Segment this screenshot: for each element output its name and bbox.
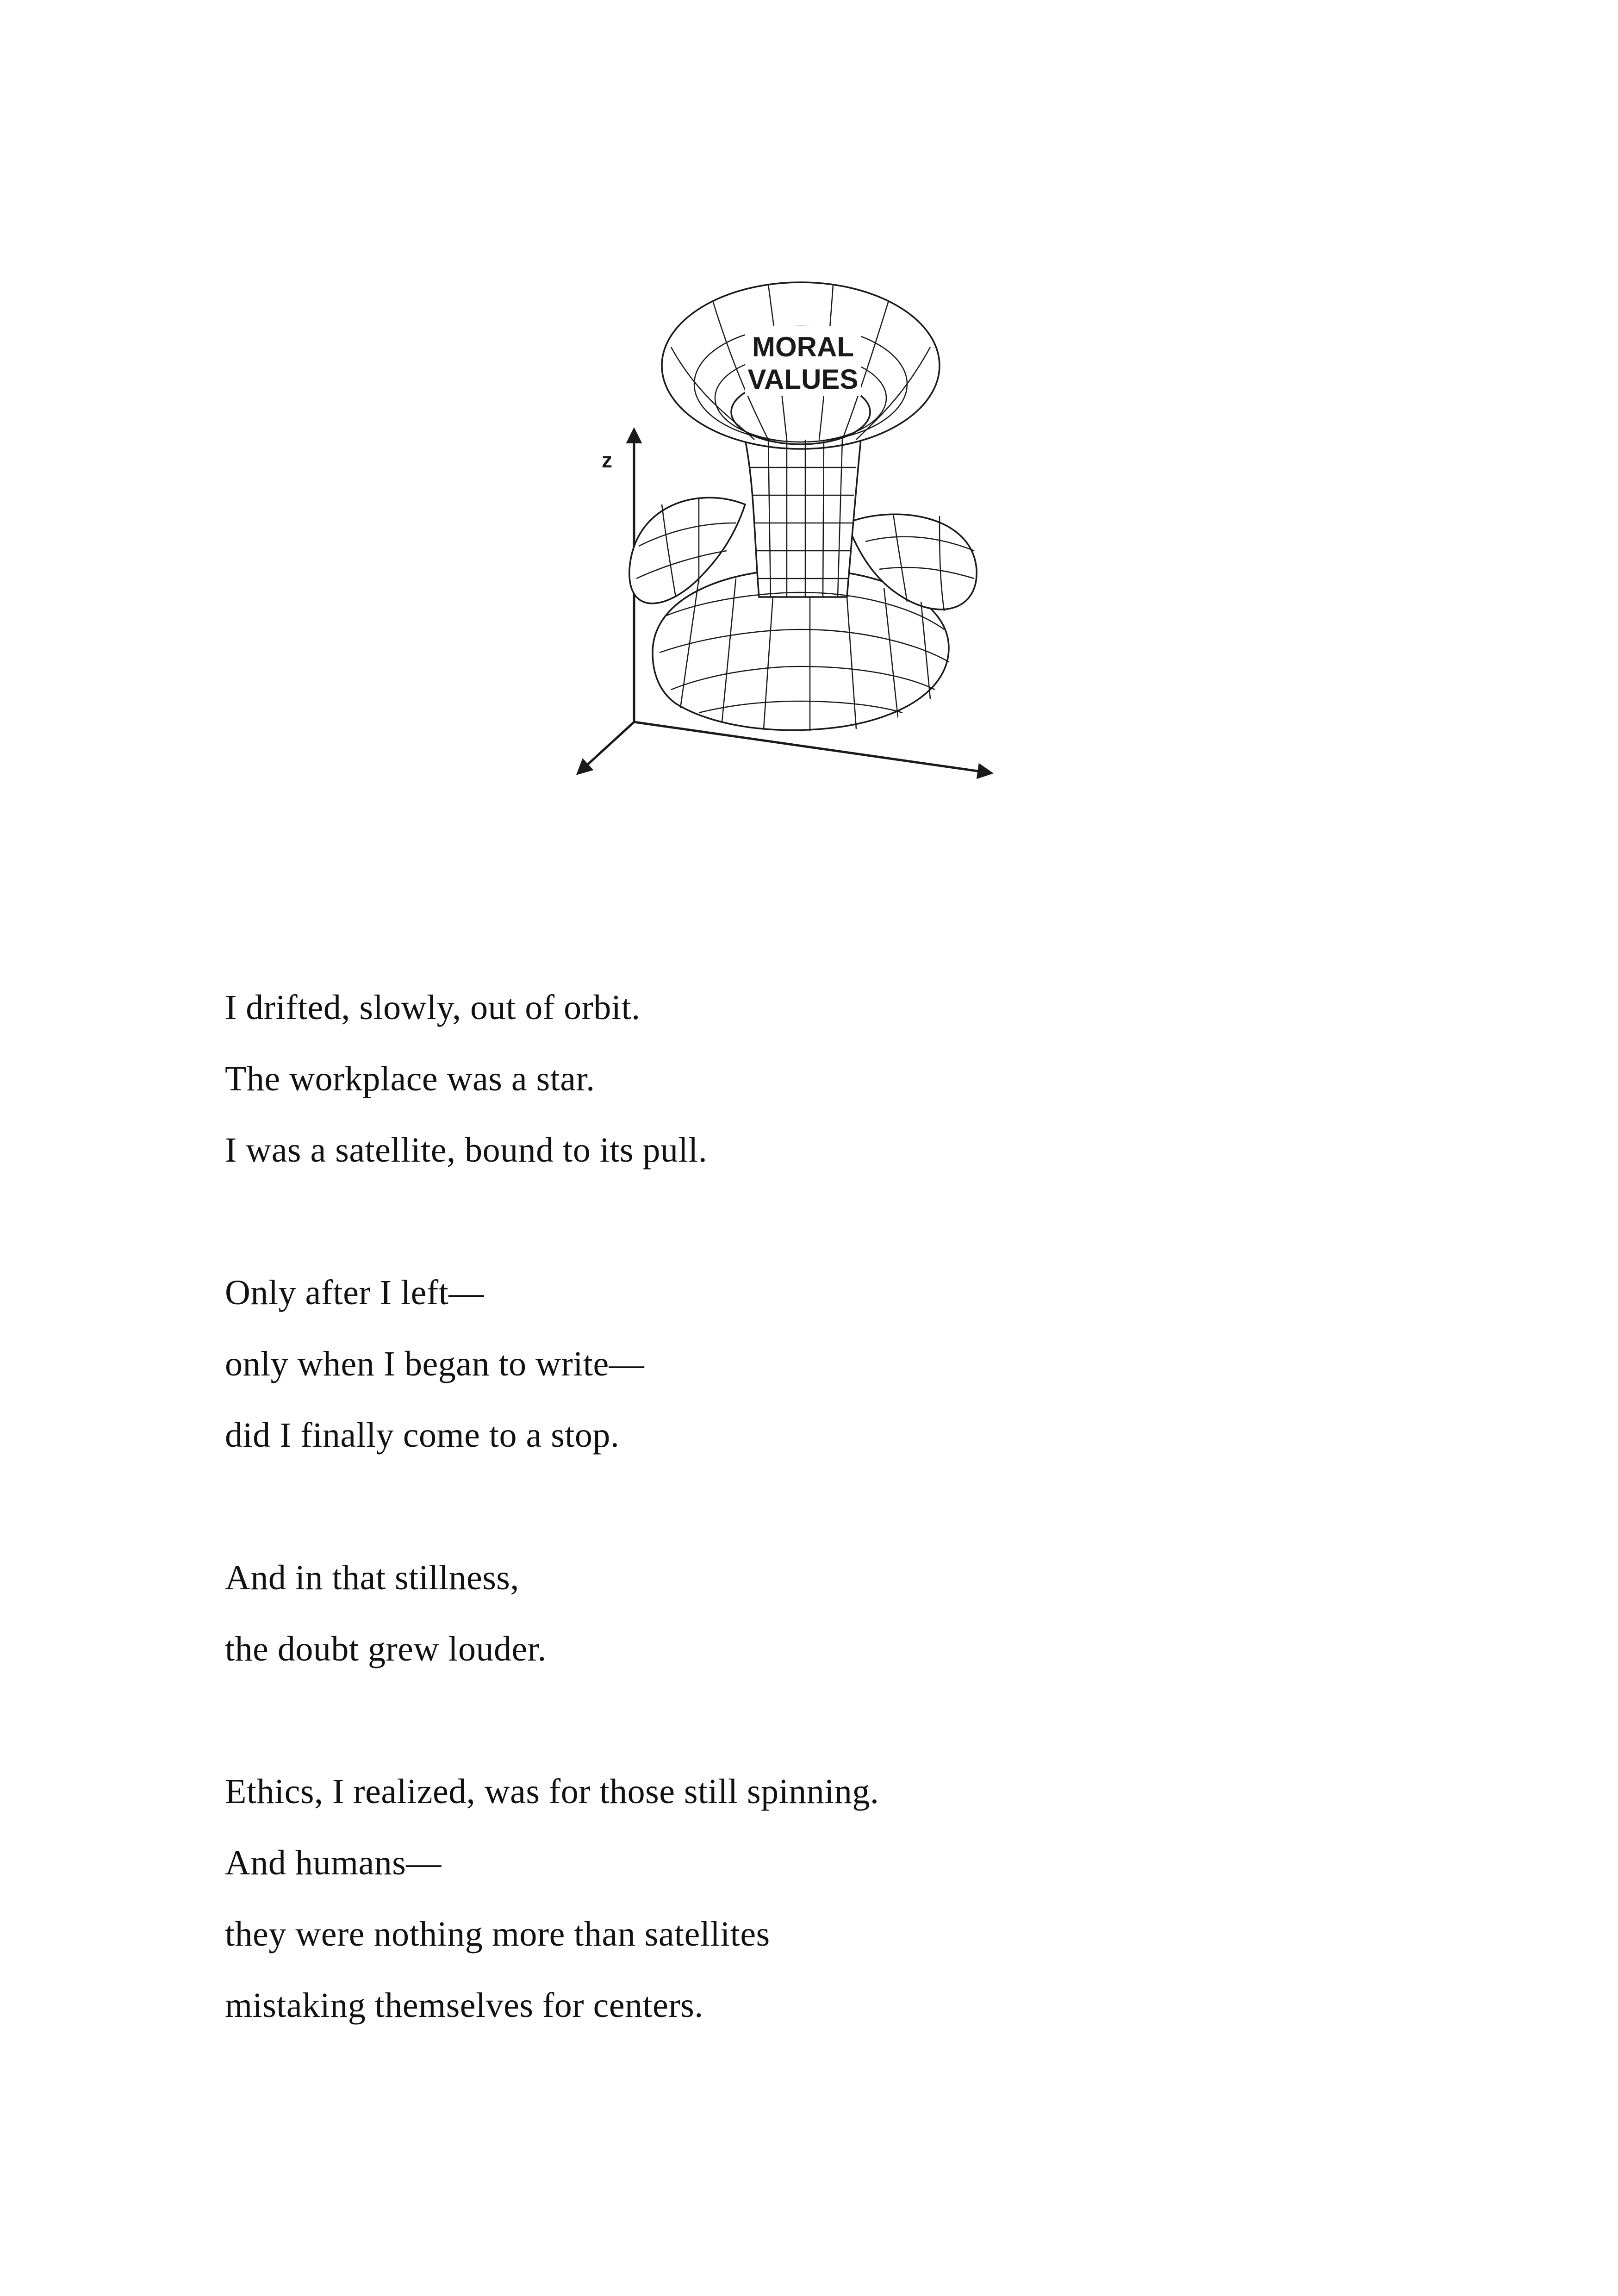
z-axis-label: z — [602, 448, 612, 472]
poem-line: did I finally come to a stop. — [225, 1416, 620, 1455]
stanza-3 — [225, 1542, 1428, 1685]
poem-line: they were nothing more than satellites — [225, 1915, 770, 1954]
surface-diagram — [560, 245, 1004, 847]
poem-line: The workplace was a star. — [225, 1059, 595, 1098]
poem-line: Ethics, I realized, was for those still spinning. — [225, 1772, 879, 1811]
moral-label: MORAL — [752, 331, 854, 362]
stanza-1 — [225, 972, 1428, 1186]
poem-line: Only after I left— — [225, 1273, 484, 1312]
poem-line: I drifted, slowly, out of orbit. — [225, 988, 641, 1027]
poem-line: the doubt grew louder. — [225, 1630, 547, 1668]
poem-line: I was a satellite, bound to its pull. — [225, 1131, 708, 1170]
moral-values-surface-figure — [560, 245, 1004, 847]
stanza-4 — [225, 1756, 1428, 2041]
poem-line: And humans— — [225, 1843, 442, 1882]
poem — [225, 972, 1428, 2112]
stanza-2 — [225, 1257, 1428, 1471]
poem-line: mistaking themselves for centers. — [225, 1986, 703, 2025]
poem-line: And in that stillness, — [225, 1558, 519, 1597]
x-axis — [579, 722, 634, 773]
values-label: VALUES — [747, 364, 859, 395]
poem-line: only when I began to write— — [225, 1344, 645, 1383]
